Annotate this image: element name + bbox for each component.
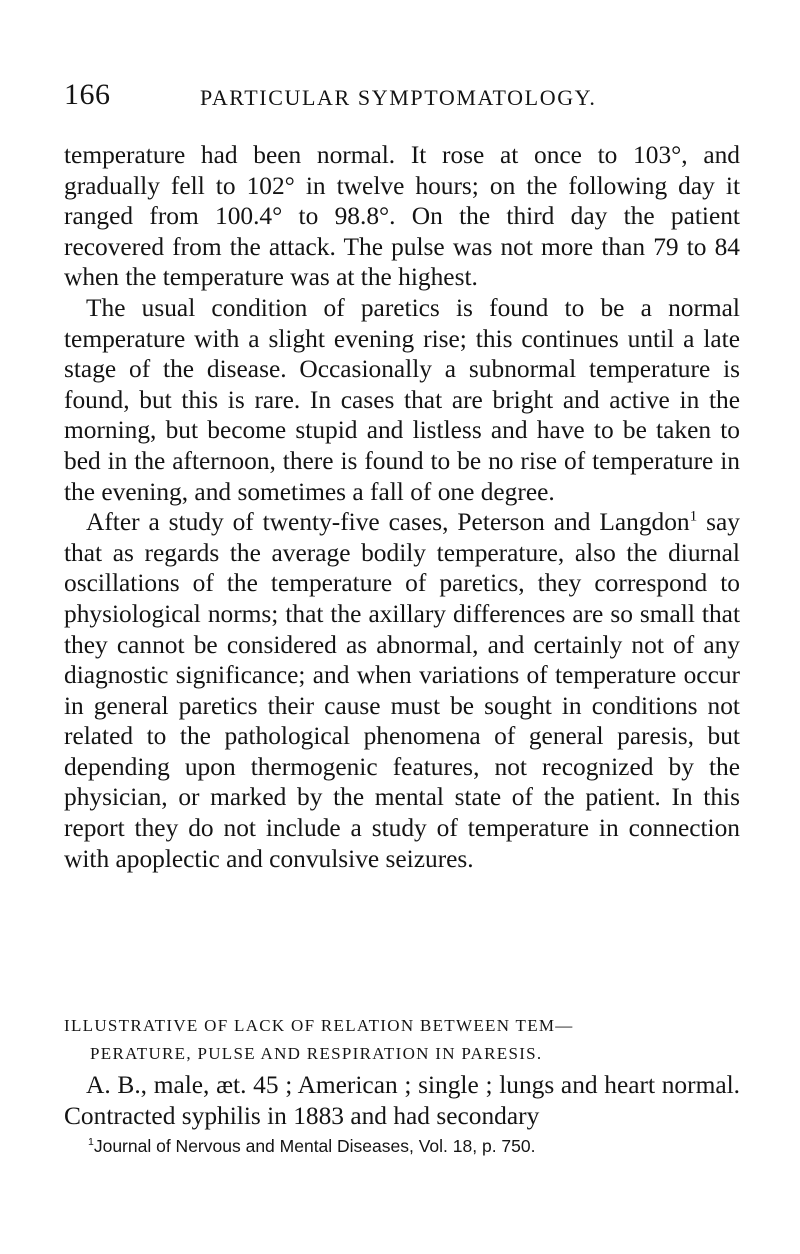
paragraph-text-after-ref: say that as regards the average bodily temperature, also the diurnal oscillations of the temperature of paretics, they correspond to physiological norms; that the axillary differences are so small that they cannot be considered as abnormal, and certainly not of any diagnostic significance; and when variations of temperature occur in general paretics their cause must be sought in conditions not related to the pathological phenomena of general paresis, but depending upon thermogenic features, not recognized by the physician, or marked by the mental state of the patient. In this report they do not include a study of temperature in connection with apoplectic and convulsive seizures. <box>64 508 740 873</box>
footnote-text: Journal of Nervous and Mental Diseases, Vol. 18, p. 750. <box>93 1136 536 1156</box>
case-text <box>64 1070 740 1131</box>
section-heading-line-2: PERATURE, PULSE AND RESPIRATION IN PARESIS. <box>90 1044 543 1063</box>
running-title: PARTICULAR SYMPTOMATOLOGY. <box>200 85 597 110</box>
paragraph-text-before-ref: After a study of twenty-five cases, Peterson and Langdon <box>86 508 690 537</box>
body-text <box>64 140 740 874</box>
section-heading-line-1: ILLUSTRATIVE OF LACK OF RELATION BETWEEN TEM— <box>64 1016 574 1035</box>
paragraph-usual-condition: The usual condition of paretics is found to be a normal temperature with a slight evening rise; this continues until a late stage of the disease. Occasionally a subnormal temperature is found, but this is rare. In cases that are bright and active in the morning, but become stupid and listless and have to be taken to bed in the afternoon, there is found to be no rise of temperature in the evening, and sometimes a fall of one degree. <box>64 293 740 506</box>
paragraph-peterson-langdon <box>64 507 740 874</box>
paragraph-temperature-case: temperature had been normal. It rose at once to 103°, and gradually fell to 102° in twelve hours; on the following day it ranged from 100.4° to 98.8°. On the third day the patient recovered from the attack. The pulse was not more than 79 to 84 when the temperature was at the highest. <box>64 141 740 292</box>
footnote <box>88 1135 748 1157</box>
paragraph-case-ab: A. B., male, æt. 45 ; American ; single ; lungs and heart normal. Contracted syphilis in 1883 and had secondary <box>64 1071 740 1130</box>
footnote-marker: 1 <box>88 1136 94 1149</box>
section-heading <box>64 1012 744 1068</box>
page-number: 166 <box>64 78 111 111</box>
footnote-reference[interactable]: 1 <box>689 507 698 525</box>
running-header <box>64 78 744 118</box>
